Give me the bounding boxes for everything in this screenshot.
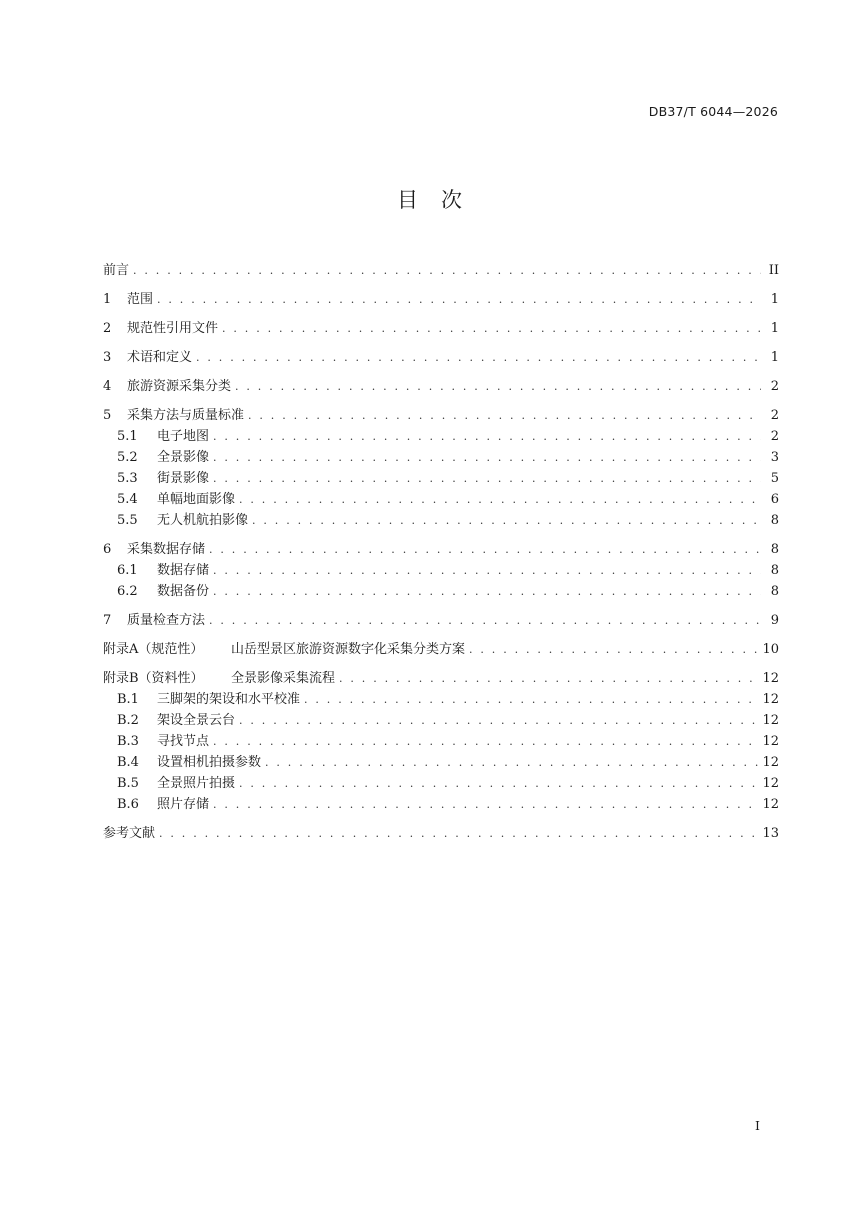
toc-number: B.6 <box>117 797 139 812</box>
toc-number: B.5 <box>117 776 139 791</box>
dot-leader <box>133 262 761 279</box>
toc-page-number: 6 <box>770 492 779 507</box>
toc-label: 采集数据存储 <box>127 542 206 557</box>
toc-entry-section-1[interactable] <box>103 291 779 308</box>
toc-number: 4 <box>103 379 112 394</box>
toc-label: 三脚架的架设和水平校准 <box>157 692 301 707</box>
dot-leader <box>239 712 758 729</box>
toc-entry-b-6[interactable] <box>103 796 779 813</box>
toc-entry-section-5-3[interactable] <box>103 470 779 487</box>
toc-entry-section-2[interactable] <box>103 320 779 337</box>
toc-label: 照片存储 <box>157 797 210 812</box>
toc-appendix-type: 附录A（规范性） <box>103 642 204 657</box>
dot-leader <box>222 320 761 337</box>
toc-number: 6.1 <box>117 563 138 578</box>
toc-page-number: 1 <box>770 321 779 336</box>
toc-entry-appendix-b[interactable] <box>103 670 779 687</box>
toc-page-number: 1 <box>770 350 779 365</box>
toc-page-number: 8 <box>770 563 779 578</box>
toc-appendix-type: 附录B（资料性） <box>103 671 204 686</box>
toc-page-number: 2 <box>770 429 779 444</box>
toc-label: 街景影像 <box>157 471 210 486</box>
document-code: DB37/T 6044—2026 <box>648 104 778 119</box>
toc-label: 质量检查方法 <box>127 613 206 628</box>
toc-label: 规范性引用文件 <box>127 321 219 336</box>
toc-label: 术语和定义 <box>127 350 193 365</box>
toc-page-number: 2 <box>770 408 779 423</box>
dot-leader <box>196 349 761 366</box>
dot-leader <box>157 291 761 308</box>
toc-entry-b-4[interactable] <box>103 754 779 771</box>
toc-entry-section-5-2[interactable] <box>103 449 779 466</box>
toc-page-number: 8 <box>770 542 779 557</box>
toc-page-number: 12 <box>762 776 779 791</box>
toc-label: 采集方法与质量标准 <box>127 408 245 423</box>
toc-page-number: 2 <box>770 379 779 394</box>
toc-number: 6.2 <box>117 584 138 599</box>
toc-number: 5.5 <box>117 513 138 528</box>
dot-leader <box>339 670 758 687</box>
toc-entry-b-3[interactable] <box>103 733 779 750</box>
toc-label: 前言 <box>103 263 130 278</box>
toc-page-number: 12 <box>762 797 779 812</box>
toc-entry-section-5[interactable] <box>103 407 779 424</box>
toc-number: 5.4 <box>117 492 138 507</box>
toc-number: 5.3 <box>117 471 138 486</box>
page-number: I <box>755 1118 760 1133</box>
toc-page-number: 9 <box>770 613 779 628</box>
toc-entry-section-6-2[interactable] <box>103 583 779 600</box>
toc-label: 山岳型景区旅游资源数字化采集分类方案 <box>231 642 466 657</box>
dot-leader <box>265 754 758 771</box>
toc-number: 2 <box>103 321 112 336</box>
toc-entry-section-5-1[interactable] <box>103 428 779 445</box>
toc-label: 数据存储 <box>157 563 210 578</box>
toc-page-number: 10 <box>762 642 779 657</box>
toc-label: 旅游资源采集分类 <box>127 379 232 394</box>
toc-page-number: 5 <box>770 471 779 486</box>
toc-number: B.3 <box>117 734 139 749</box>
toc-label: 寻找节点 <box>157 734 210 749</box>
dot-leader <box>469 641 758 658</box>
toc-entry-b-2[interactable] <box>103 712 779 729</box>
toc-entry-section-3[interactable] <box>103 349 779 366</box>
toc-page-number: II <box>768 263 779 278</box>
toc-page-number: 8 <box>770 513 779 528</box>
dot-leader <box>213 470 761 487</box>
dot-leader <box>304 691 758 708</box>
dot-leader <box>213 428 761 445</box>
toc-label: 单幅地面影像 <box>157 492 236 507</box>
toc-label: 参考文献 <box>103 826 156 841</box>
toc-entry-section-5-5[interactable] <box>103 512 779 529</box>
toc-label: 数据备份 <box>157 584 210 599</box>
toc-page-number: 8 <box>770 584 779 599</box>
toc-number: B.1 <box>117 692 139 707</box>
dot-leader <box>235 378 761 395</box>
toc-label: 无人机航拍影像 <box>157 513 249 528</box>
dot-leader <box>209 541 761 558</box>
dot-leader <box>213 796 758 813</box>
table-of-contents <box>103 262 779 842</box>
toc-number: B.2 <box>117 713 139 728</box>
dot-leader <box>248 407 761 424</box>
toc-label: 电子地图 <box>157 429 210 444</box>
dot-leader <box>213 733 758 750</box>
toc-entry-section-7[interactable] <box>103 612 779 629</box>
toc-entry-section-5-4[interactable] <box>103 491 779 508</box>
toc-page-number: 13 <box>762 826 779 841</box>
dot-leader <box>209 612 761 629</box>
toc-title: 目 次 <box>397 188 463 212</box>
toc-number: 5.1 <box>117 429 138 444</box>
toc-number: 6 <box>103 542 112 557</box>
toc-number: 5 <box>103 408 112 423</box>
toc-entry-b-5[interactable] <box>103 775 779 792</box>
toc-page-number: 1 <box>770 292 779 307</box>
toc-page-number: 3 <box>770 450 779 465</box>
dot-leader <box>213 562 761 579</box>
toc-page-number: 12 <box>762 755 779 770</box>
toc-label: 全景影像 <box>157 450 210 465</box>
toc-entry-section-6-1[interactable] <box>103 562 779 579</box>
dot-leader <box>239 491 761 508</box>
toc-number: B.4 <box>117 755 139 770</box>
toc-page-number: 12 <box>762 692 779 707</box>
toc-label: 设置相机拍摄参数 <box>157 755 262 770</box>
toc-entry-appendix-a[interactable] <box>103 641 779 658</box>
dot-leader <box>213 583 761 600</box>
toc-page-number: 12 <box>762 671 779 686</box>
dot-leader <box>252 512 761 529</box>
toc-number: 3 <box>103 350 112 365</box>
toc-number: 5.2 <box>117 450 138 465</box>
toc-entry-references[interactable] <box>103 825 779 842</box>
toc-entry-preface[interactable] <box>103 262 779 279</box>
toc-page-number: 12 <box>762 713 779 728</box>
toc-entry-section-6[interactable] <box>103 541 779 558</box>
toc-number: 7 <box>103 613 112 628</box>
toc-label: 架设全景云台 <box>157 713 236 728</box>
toc-label: 全景照片拍摄 <box>157 776 236 791</box>
dot-leader <box>159 825 758 842</box>
dot-leader <box>213 449 761 466</box>
dot-leader <box>239 775 758 792</box>
toc-label: 范围 <box>127 292 154 307</box>
toc-number: 1 <box>103 292 112 307</box>
toc-entry-section-4[interactable] <box>103 378 779 395</box>
toc-label: 全景影像采集流程 <box>231 671 336 686</box>
toc-entry-b-1[interactable] <box>103 691 779 708</box>
toc-page-number: 12 <box>762 734 779 749</box>
